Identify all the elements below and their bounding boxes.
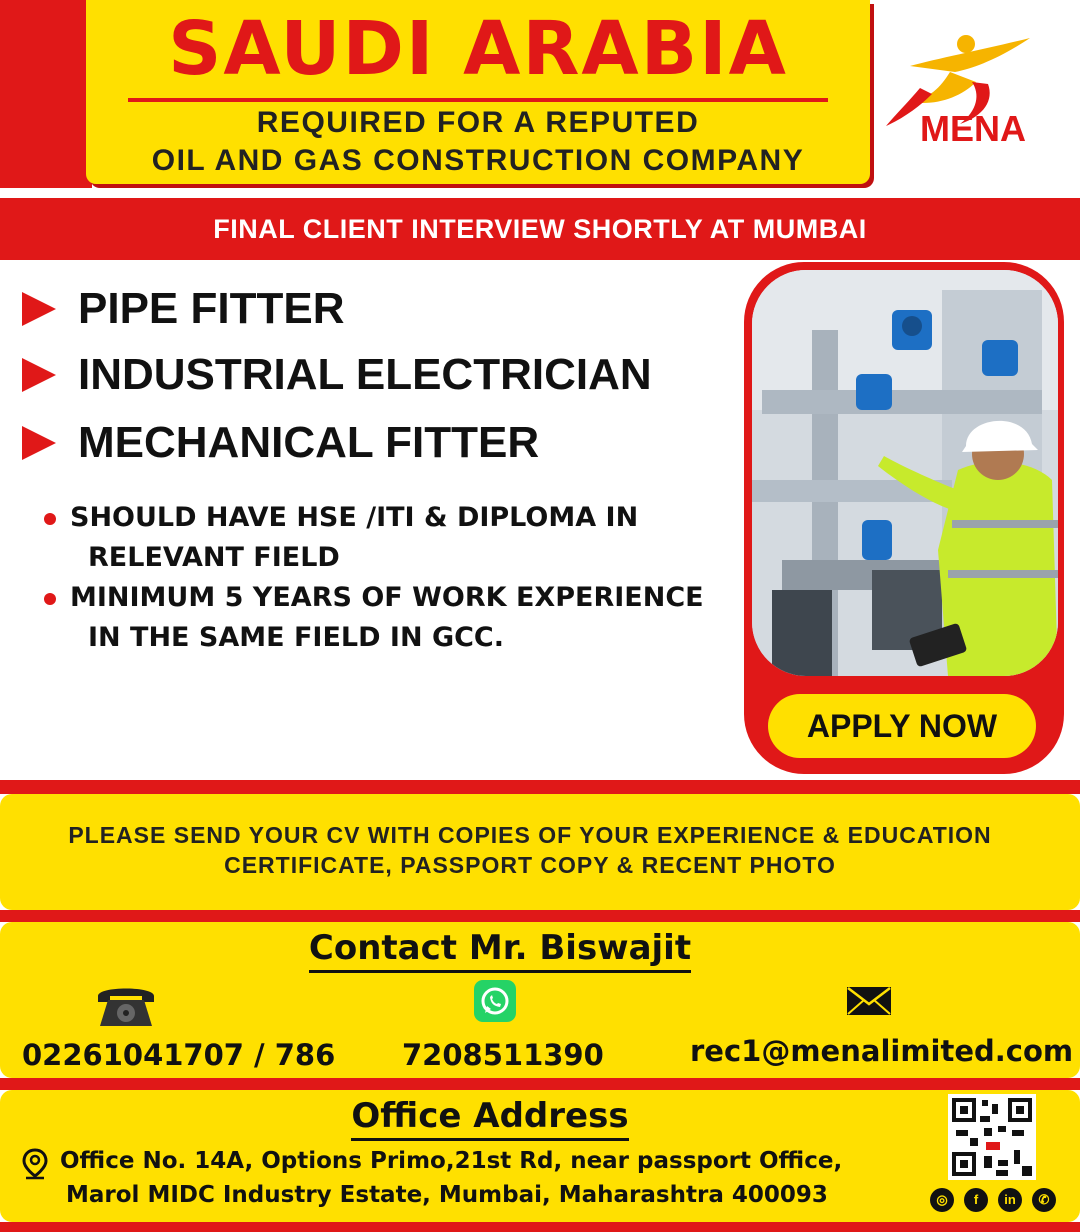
logo-text: MENA	[920, 108, 1026, 149]
office-title	[0, 1096, 980, 1136]
cv-instructions-line-1: PLEASE SEND YOUR CV WITH COPIES OF YOUR EXPERIENCE & EDUCATION	[68, 822, 992, 848]
job-title: MECHANICAL FITTER	[78, 418, 540, 467]
job-item-mechanical-fitter	[22, 418, 539, 468]
divider-bar	[0, 1078, 1080, 1090]
requirement-item	[44, 578, 704, 658]
job-title: PIPE FITTER	[78, 284, 345, 333]
contact-title-text: Contact Mr. Biswajit	[309, 928, 691, 973]
phone-number[interactable]: 02261041707 / 786	[22, 1038, 336, 1072]
whatsapp-social-icon[interactable]: ✆	[1032, 1188, 1056, 1212]
arrow-icon	[22, 426, 56, 460]
job-item-pipe-fitter	[22, 284, 344, 334]
worker-photo	[752, 270, 1058, 676]
bullet-icon	[44, 593, 56, 605]
divider-bar	[0, 780, 1080, 794]
telephone-icon	[92, 982, 160, 1030]
arrow-icon	[22, 292, 56, 326]
whatsapp-number[interactable]: 7208511390	[402, 1038, 604, 1072]
requirement-item	[44, 498, 638, 578]
facebook-icon[interactable]: f	[964, 1188, 988, 1212]
apply-now-button[interactable]: APPLY NOW	[768, 694, 1036, 758]
email-address[interactable]: rec1@menalimited.com	[690, 1034, 1074, 1068]
requirement-line: IN THE SAME FIELD IN GCC.	[88, 622, 504, 653]
header-red-accent	[0, 0, 92, 188]
interview-banner: FINAL CLIENT INTERVIEW SHORTLY AT MUMBAI	[0, 198, 1080, 260]
address-line-2: Marol MIDC Industry Estate, Mumbai, Maharashtra 400093	[66, 1182, 828, 1208]
industrial-pipes-illustration	[752, 270, 1058, 676]
job-title: INDUSTRIAL ELECTRICIAN	[78, 350, 652, 399]
divider-bar	[0, 910, 1080, 922]
location-pin-icon	[22, 1148, 48, 1180]
job-item-industrial-electrician	[22, 350, 652, 400]
requirement-line: RELEVANT FIELD	[88, 542, 340, 573]
address-line-1: Office No. 14A, Options Primo,21st Rd, near passport Office,	[60, 1148, 843, 1174]
instagram-icon[interactable]: ◎	[930, 1188, 954, 1212]
qr-code-icon[interactable]	[948, 1094, 1036, 1180]
arrow-icon	[22, 358, 56, 392]
requirement-line: MINIMUM 5 YEARS OF WORK EXPERIENCE	[70, 582, 704, 613]
office-title-text: Office Address	[351, 1096, 628, 1141]
requirement-line: SHOULD HAVE HSE /ITI & DIPLOMA IN	[70, 502, 639, 533]
bullet-icon	[44, 513, 56, 525]
title-divider	[128, 98, 828, 102]
linkedin-icon[interactable]: in	[998, 1188, 1022, 1212]
subtitle-line-1: REQUIRED FOR A REPUTED	[256, 106, 700, 139]
bottom-border	[0, 1222, 1080, 1232]
cv-instructions-line-2: CERTIFICATE, PASSPORT COPY & RECENT PHOTO	[224, 852, 836, 878]
whatsapp-icon	[474, 980, 516, 1022]
envelope-icon	[846, 986, 892, 1016]
contact-title	[0, 928, 1000, 968]
subtitle-line-2: OIL AND GAS CONSTRUCTION COMPANY	[151, 144, 805, 177]
country-title: SAUDI ARABIA	[168, 6, 788, 92]
